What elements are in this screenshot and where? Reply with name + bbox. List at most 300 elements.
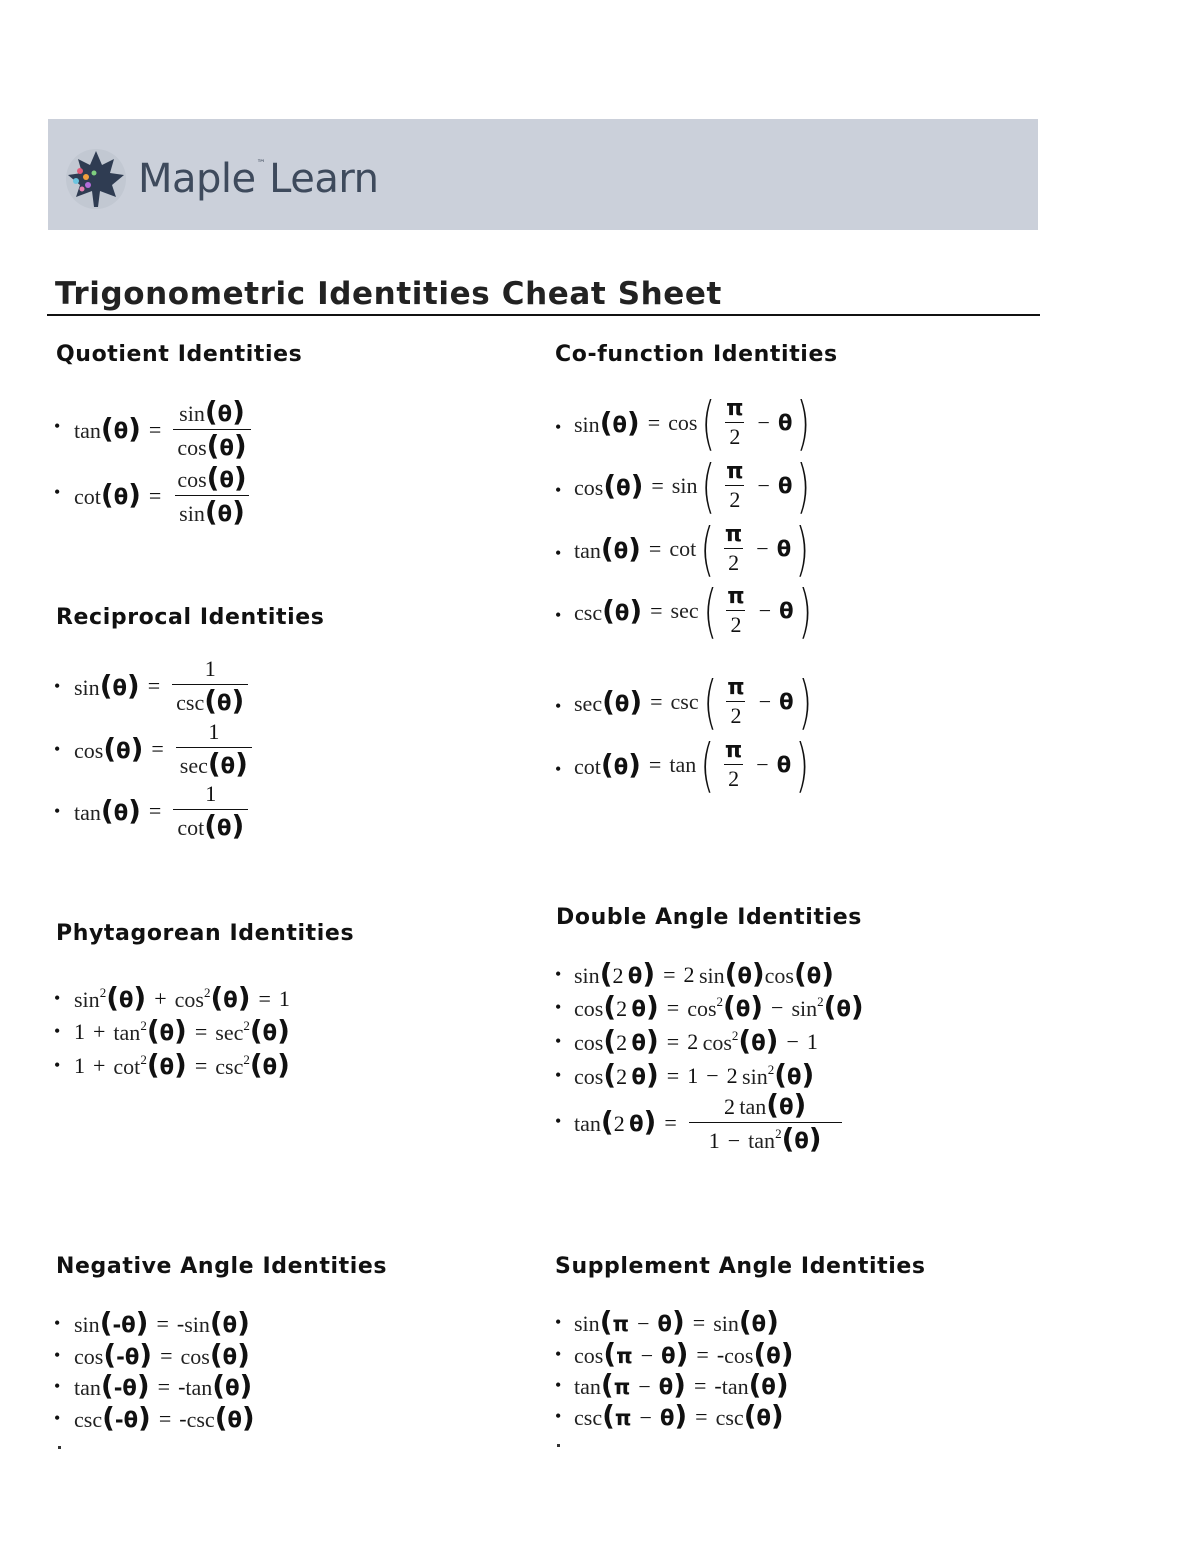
function-name: sin <box>179 401 205 426</box>
symbol: θ <box>737 964 752 988</box>
argument <box>612 1311 671 1336</box>
paren: ) <box>133 981 147 1014</box>
paren: ( <box>600 1105 614 1138</box>
paren: ) <box>277 1014 290 1047</box>
paren: ) <box>231 684 245 717</box>
value: 1 <box>278 985 290 1011</box>
paren: ) <box>232 395 245 428</box>
supplement-angle-identity <box>574 1337 794 1370</box>
reciprocal-identity <box>74 719 256 779</box>
symbol: = <box>666 1062 680 1088</box>
paren: ) <box>126 668 140 702</box>
paren: ( <box>701 451 716 520</box>
paren: ( <box>599 1305 613 1338</box>
exponent: 2 <box>140 1052 147 1067</box>
function-call <box>74 1401 151 1434</box>
symbol: = <box>148 416 162 442</box>
exponent: 2 <box>731 1028 739 1043</box>
function-call <box>574 957 656 990</box>
paren: ) <box>775 1368 789 1401</box>
symbol: 2 <box>726 1062 738 1088</box>
symbol: θ <box>227 1408 242 1432</box>
cofunction-identity <box>574 514 814 583</box>
fraction <box>173 781 248 841</box>
bullet-icon: • <box>54 482 61 502</box>
symbol: − <box>758 689 772 714</box>
paren: ) <box>796 451 811 520</box>
denominator <box>689 1122 842 1154</box>
symbol: = <box>651 473 664 498</box>
argument <box>615 1405 674 1430</box>
symbol: θ <box>217 816 232 840</box>
value: 1 <box>74 1052 85 1078</box>
paren: ) <box>798 576 812 645</box>
numerator <box>722 459 747 485</box>
function-name: csc <box>176 690 205 715</box>
function-name: sin <box>179 501 205 526</box>
denominator <box>726 701 745 729</box>
bullet-icon: • <box>54 416 61 436</box>
function-call <box>184 1306 250 1339</box>
pythagorean-identity <box>74 1014 290 1047</box>
paren: ( <box>599 405 613 439</box>
logo <box>62 147 378 211</box>
symbol: − <box>727 1128 741 1153</box>
symbol: θ <box>123 1408 139 1432</box>
function-call <box>74 478 141 511</box>
numerator <box>201 656 220 684</box>
symbol: π <box>726 396 744 421</box>
function-call <box>574 1105 657 1138</box>
symbol: θ <box>613 754 629 779</box>
bullet-icon: • <box>555 759 562 779</box>
function-name: sec <box>179 753 208 778</box>
denominator <box>172 684 248 716</box>
function-call <box>739 1088 807 1121</box>
bullet-icon: • <box>555 1111 562 1131</box>
fraction <box>689 1088 842 1155</box>
symbol: θ <box>262 1055 278 1079</box>
paren: ( <box>753 1337 767 1370</box>
function-name: tan <box>74 1375 101 1400</box>
paren: ( <box>700 730 715 799</box>
symbol: θ <box>225 1376 240 1400</box>
function-call <box>702 1024 779 1057</box>
paren: ( <box>206 429 220 462</box>
symbol: − <box>786 1028 799 1054</box>
paren: ) <box>673 1368 686 1401</box>
symbol: π <box>727 584 745 609</box>
double-angle-identity <box>574 1088 846 1155</box>
function-name: sec <box>670 598 699 623</box>
minus-sign: - <box>112 1313 122 1337</box>
argument <box>115 1407 138 1432</box>
symbol: = <box>148 798 162 823</box>
function-name: sin <box>791 996 818 1021</box>
function-name: csc <box>186 1407 215 1432</box>
symbol: 2 <box>730 612 742 637</box>
maple-leaf-icon <box>62 147 130 211</box>
paren: ( <box>209 1306 223 1339</box>
denominator <box>173 429 250 461</box>
function-name: sin <box>742 1064 768 1089</box>
denominator <box>724 764 743 792</box>
function-call <box>764 957 835 990</box>
quotient-identity <box>74 395 255 462</box>
paren: ( <box>599 957 613 990</box>
function-call <box>174 981 251 1014</box>
bullet-icon: • <box>555 696 562 716</box>
symbol: θ <box>766 1344 781 1368</box>
function-name: sin <box>74 1312 100 1337</box>
symbol: θ <box>787 1065 802 1089</box>
function-name: cos <box>574 474 604 500</box>
bullet-icon: • <box>555 997 562 1017</box>
fraction <box>176 719 252 779</box>
bullet-icon: • <box>555 480 562 500</box>
pi-over-two <box>723 584 748 638</box>
function-name: sin <box>698 963 725 988</box>
paren: ) <box>751 957 765 990</box>
argument <box>614 1374 673 1399</box>
exponent: 2 <box>775 1126 782 1141</box>
bullet-icon: • <box>555 1344 562 1364</box>
paren: ( <box>204 495 218 528</box>
function-call <box>791 990 864 1023</box>
paren: ) <box>628 747 641 781</box>
symbol: θ <box>776 753 792 777</box>
argument <box>614 1111 644 1136</box>
function-call <box>713 1305 779 1338</box>
function-name: cos <box>180 1344 210 1369</box>
function-call <box>113 1014 187 1047</box>
paren: ( <box>206 461 220 494</box>
function-name: cos <box>174 987 204 1012</box>
function-call <box>721 1368 789 1401</box>
symbol: θ <box>661 1344 676 1368</box>
symbol: θ <box>659 1406 675 1430</box>
symbol: = <box>650 689 663 714</box>
paren: ) <box>237 1306 250 1339</box>
symbol: θ <box>751 1031 766 1055</box>
function-name: cos <box>74 737 104 763</box>
function-name: cos <box>764 963 794 988</box>
paren: ( <box>100 412 114 445</box>
exponent: 2 <box>817 994 824 1009</box>
symbol: π <box>616 1344 633 1368</box>
symbol: = <box>666 994 680 1020</box>
symbol: θ <box>629 1112 644 1136</box>
function-call <box>215 1014 290 1047</box>
symbol: − <box>756 536 769 561</box>
header-banner <box>48 119 1038 230</box>
sign: - <box>178 1373 186 1399</box>
paren: ( <box>600 1368 614 1401</box>
bullet-icon: • <box>54 1376 61 1396</box>
denominator <box>726 610 745 638</box>
function-name: cos <box>74 1344 104 1369</box>
function-name: csc <box>574 1405 603 1430</box>
function-name: cot <box>74 484 101 509</box>
paren: ( <box>600 747 614 781</box>
argument <box>612 963 642 988</box>
cofunction-identity <box>574 667 816 736</box>
symbol: = <box>258 985 271 1011</box>
function-call <box>74 793 141 827</box>
paren: ( <box>600 531 614 565</box>
symbol: 2 <box>687 1028 699 1054</box>
symbol: θ <box>220 754 236 778</box>
function-call <box>179 495 245 528</box>
symbol: θ <box>616 475 631 500</box>
sign: - <box>716 1341 725 1367</box>
pi-over-two <box>723 675 748 729</box>
symbol: π <box>613 1375 631 1399</box>
symbol: 2 <box>728 766 740 791</box>
numerator <box>722 396 747 422</box>
paren: ( <box>210 981 224 1014</box>
function-name: cos <box>177 467 207 492</box>
paren: ( <box>602 593 615 627</box>
function-call <box>179 395 245 428</box>
double-angle-identity <box>574 1024 818 1057</box>
double-title: Double Angle Identities <box>556 905 862 930</box>
paren: ( <box>100 1369 114 1402</box>
symbol: θ <box>118 988 134 1012</box>
function-name: cos <box>687 996 717 1021</box>
symbol: = <box>194 1018 208 1044</box>
function-call <box>574 1337 689 1370</box>
symbol: θ <box>777 411 793 435</box>
argument <box>616 996 646 1021</box>
bullet-icon: • <box>54 801 61 821</box>
paren: ) <box>277 1048 290 1081</box>
function-name: cos <box>574 996 604 1021</box>
symbol: 2 <box>613 1111 625 1136</box>
exponent: 2 <box>243 1018 250 1033</box>
function-call <box>177 461 247 494</box>
paren: ( <box>766 1088 780 1121</box>
paren: ) <box>630 468 644 502</box>
paren: ) <box>136 1369 150 1402</box>
function-name: tan <box>669 752 697 777</box>
symbol: − <box>640 1343 654 1368</box>
paren: ) <box>138 1401 151 1434</box>
cofunction-title: Co-function Identities <box>555 342 838 367</box>
bullet-icon: • <box>555 964 562 984</box>
bullet-icon: • <box>555 1406 562 1426</box>
bullet-icon: • <box>54 988 61 1008</box>
function-call <box>179 747 248 780</box>
function-call <box>724 1337 794 1370</box>
numerator <box>720 1088 810 1122</box>
paren: ( <box>602 684 615 718</box>
quotient-identity <box>74 461 255 528</box>
symbol: θ <box>262 1021 278 1045</box>
symbol: θ <box>779 690 794 714</box>
paren: ( <box>603 990 617 1023</box>
paren: ) <box>795 514 810 583</box>
paren: ) <box>237 981 251 1014</box>
exponent: 2 <box>203 985 211 1000</box>
paren: ) <box>643 1105 657 1138</box>
function-name: cot <box>177 815 205 840</box>
function-name: tan <box>739 1094 767 1119</box>
paren: ) <box>237 1338 250 1371</box>
function-call <box>698 957 765 990</box>
function-name: tan <box>574 1111 601 1136</box>
paren: ) <box>135 1306 149 1339</box>
argument <box>116 1344 139 1369</box>
paren: ) <box>231 809 245 842</box>
negative-angle-identity <box>74 1369 253 1402</box>
paren: ( <box>214 1401 228 1434</box>
symbol: = <box>157 1373 171 1399</box>
paren: ( <box>603 1058 617 1091</box>
function-call <box>74 1369 150 1402</box>
symbol: θ <box>613 538 629 563</box>
bullet-icon: • <box>54 1055 61 1075</box>
symbol: θ <box>159 1021 175 1045</box>
function-name: cos <box>574 1030 604 1055</box>
logo-tm: ™ <box>256 159 266 169</box>
numerator <box>723 584 748 610</box>
paren: ( <box>723 990 736 1023</box>
function-name: cos <box>574 1343 604 1368</box>
numerator <box>175 395 249 429</box>
function-call <box>74 668 140 702</box>
function-name: csc <box>74 1407 103 1432</box>
paren: ( <box>603 1024 617 1057</box>
paren: ) <box>128 793 141 827</box>
paren: ( <box>209 1338 223 1371</box>
symbol: = <box>147 673 161 698</box>
function-call <box>177 809 245 842</box>
function-name: tan <box>74 418 101 443</box>
argument <box>616 1030 646 1055</box>
exponent: 2 <box>243 1052 250 1067</box>
paren: ( <box>100 478 114 511</box>
function-name: sec <box>215 1020 244 1045</box>
paren: ) <box>642 957 656 990</box>
minus-sign: - <box>116 1345 125 1369</box>
symbol: = <box>158 1405 172 1431</box>
pythagorean-identity <box>74 1048 290 1081</box>
paren: ( <box>100 793 114 827</box>
bullet-icon: • <box>555 417 562 437</box>
function-call <box>176 684 245 717</box>
paren: ) <box>628 531 641 565</box>
symbol: θ <box>751 1312 767 1336</box>
function-name: csc <box>670 689 699 714</box>
function-call <box>574 1368 686 1401</box>
denominator <box>725 485 744 513</box>
paren: ( <box>106 981 119 1014</box>
symbol: θ <box>124 1345 140 1369</box>
paren: ) <box>233 429 247 462</box>
function-name: sin <box>574 1311 600 1336</box>
symbol: 2 <box>730 703 742 728</box>
function-name: cos <box>574 1064 604 1089</box>
symbol: − <box>638 1374 651 1399</box>
function-call <box>74 1306 149 1339</box>
stray-mark <box>58 1446 61 1449</box>
function-name: tan <box>748 1128 776 1153</box>
paren: ) <box>801 1058 815 1091</box>
symbol: θ <box>222 1313 238 1337</box>
symbol: 1 <box>708 1128 720 1153</box>
supplement-angle-identity <box>574 1368 789 1401</box>
numerator <box>204 719 223 747</box>
symbol: = <box>664 1109 677 1135</box>
pi-over-two <box>722 396 747 450</box>
paren: ) <box>750 990 764 1023</box>
double-angle-identity <box>574 957 835 990</box>
negative-angle-identity <box>74 1338 250 1371</box>
symbol: 2 <box>729 424 741 449</box>
symbol: θ <box>159 1055 175 1079</box>
paren: ) <box>645 990 659 1023</box>
function-name: sin <box>74 987 100 1012</box>
cofunction-identity <box>574 388 815 457</box>
function-name: cot <box>669 536 697 561</box>
fraction <box>173 461 250 528</box>
supplement-angle-identity <box>574 1399 784 1432</box>
symbol: = <box>151 736 164 761</box>
pythagorean-identity <box>74 981 290 1014</box>
function-call <box>574 1305 685 1338</box>
symbol: = <box>648 752 662 777</box>
paren: ) <box>780 1337 794 1370</box>
symbol: π <box>612 1312 630 1336</box>
bullet-icon: • <box>54 676 61 696</box>
paren: ) <box>174 1014 187 1047</box>
minus-sign: - <box>113 1376 123 1400</box>
symbol: − <box>757 410 770 435</box>
function-call <box>574 684 643 718</box>
bullet-icon: • <box>54 739 61 759</box>
paren: ) <box>232 495 245 528</box>
bullet-icon: • <box>54 1408 61 1428</box>
symbol: 2 <box>616 996 628 1021</box>
paren: ( <box>724 957 738 990</box>
symbol: θ <box>223 988 238 1012</box>
function-name: sin <box>574 963 600 988</box>
symbol: π <box>727 675 745 700</box>
symbol: θ <box>121 1313 136 1337</box>
function-call <box>574 1058 659 1091</box>
minus-sign: - <box>114 1408 124 1432</box>
paren: ( <box>102 1401 115 1434</box>
symbol: θ <box>631 1031 646 1055</box>
symbol: + <box>154 985 167 1011</box>
function-call <box>715 1399 784 1432</box>
symbol: − <box>637 1311 650 1336</box>
bullet-icon: • <box>555 1031 562 1051</box>
paren: ( <box>703 667 717 736</box>
paren: ) <box>798 667 812 736</box>
denominator <box>175 495 249 527</box>
function-name: cos <box>724 1343 754 1368</box>
paren: ( <box>249 1048 263 1081</box>
paren: ) <box>174 1048 187 1081</box>
function-call <box>574 990 659 1023</box>
symbol: θ <box>657 1312 672 1336</box>
function-name: csc <box>215 1054 244 1079</box>
paren: ) <box>128 478 141 511</box>
paren: ) <box>808 1122 822 1155</box>
function-call <box>687 990 764 1023</box>
